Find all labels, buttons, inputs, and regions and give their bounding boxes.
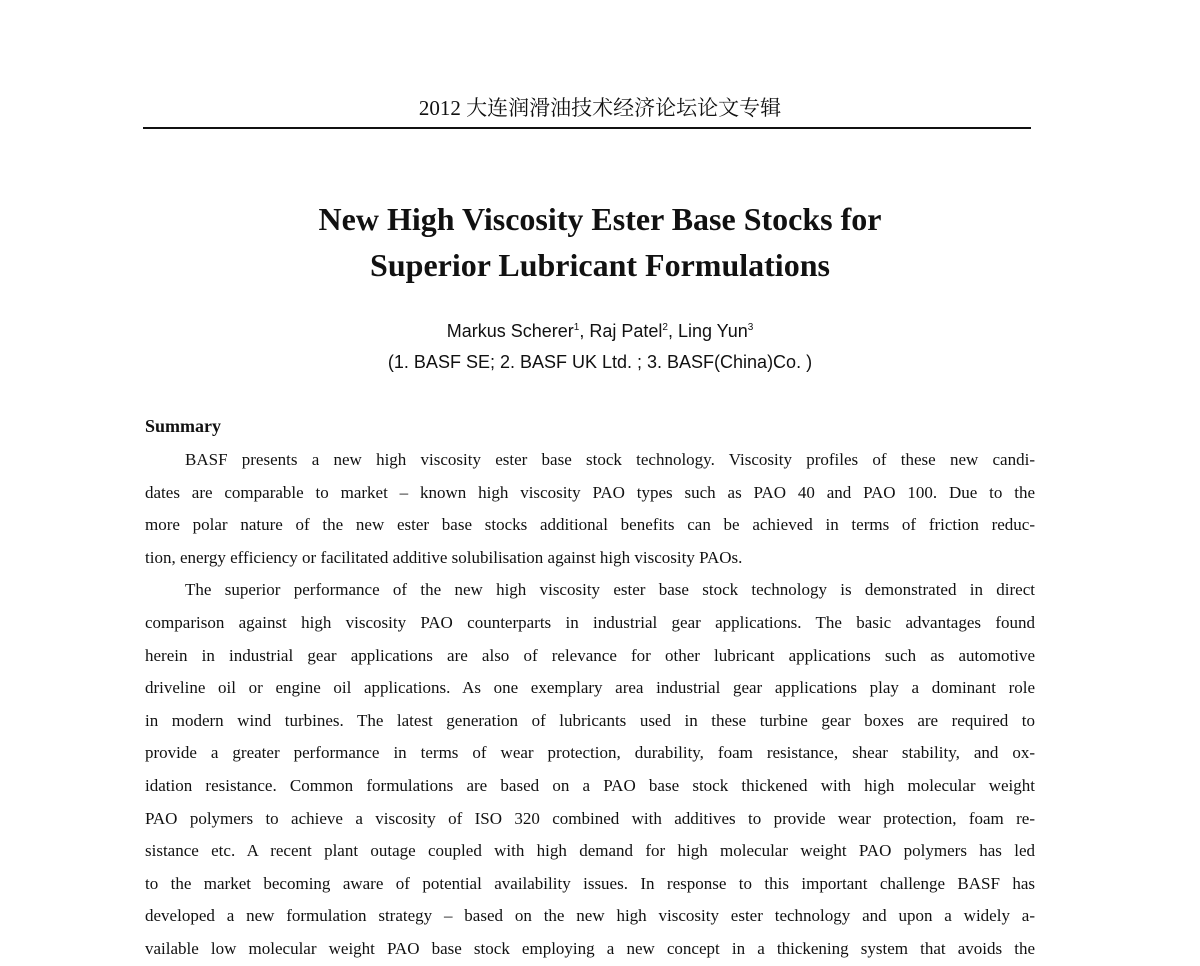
paragraph-line: developed a new formulation strategy – based on the new high viscosity ester technology and upon a widely a- (145, 906, 1035, 926)
paragraph-line: sistance etc. A recent plant outage coupled with high demand for high molecular weight PAO polymers has led (145, 841, 1035, 861)
paragraph-line: comparison against high viscosity PAO counterparts in industrial gear applications. The basic advantages found (145, 612, 1035, 632)
paragraph-line: PAO polymers to achieve a viscosity of ISO 320 combined with additives to provide wear protection, foam re- (145, 808, 1035, 828)
title-line: Superior Lubricant Formulations (370, 247, 830, 283)
author-block (0, 312, 1200, 378)
author-list: Markus Scherer$^1$, Raj Patel$^2$, Ling Yun$^3$ (446, 321, 754, 341)
paragraph-line: provide a greater performance in terms of wear protection, durability, foam resistance, shear stability, and ox- (145, 743, 1035, 763)
body-text (145, 444, 1035, 966)
paragraph-line: in modern wind turbines. The latest generation of lubricants used in these turbine gear boxes are required to (145, 710, 1035, 730)
author-affiliation-mark: 1 (573, 322, 580, 333)
section-heading: Summary (145, 416, 221, 436)
author-name: Ling Yun (677, 321, 748, 341)
author-affiliation-mark: 3 (747, 322, 754, 333)
author-affiliation-mark: 2 (662, 322, 668, 333)
paragraph-line: dates are comparable to market – known high viscosity PAO types such as PAO 40 and PAO 100. Due to the (145, 482, 1035, 502)
paper-title (0, 196, 1200, 288)
paragraph-line: more polar nature of the new ester base stocks additional benefits can be achieved in terms of friction reduc- (145, 515, 1035, 535)
paragraph-line: The superior performance of the new high viscosity ester base stock technology is demonstrated in direct (185, 580, 1035, 600)
paragraph-line: idation resistance. Common formulations are based on a PAO base stock thickened with high molecular weight (145, 775, 1035, 795)
paragraph-line: BASF presents a new high viscosity ester base stock technology. Viscosity profiles of these new candi- (185, 450, 1035, 469)
paragraph-line: herein in industrial gear applications are also of relevance for other lubricant applications such as automotive (145, 645, 1035, 665)
author-name: Markus Scherer (446, 321, 574, 341)
title-line: New High Viscosity Ester Base Stocks for (318, 201, 882, 237)
running-header: 2012 大连润滑油技术经济论坛论文专辑 (418, 96, 782, 120)
author-name: Raj Patel (589, 321, 663, 341)
affiliations: (1. BASF SE; 2. BASF UK Ltd. ; 3. BASF(China)Co. ) (387, 352, 813, 372)
paragraph-line: tion, energy efficiency or facilitated additive solubilisation against high viscosity PAOs. (145, 547, 743, 567)
paragraph-line: vailable low molecular weight PAO base stock employing a new concept in a thickening system that avoids the (145, 938, 1035, 958)
paragraph-line: driveline oil or engine oil applications. As one exemplary area industrial gear applications play a dominant role (145, 678, 1035, 698)
header-rule (143, 127, 1031, 129)
paragraph-line: to the market becoming aware of potential availability issues. In response to this important challenge BASF has (145, 873, 1035, 893)
